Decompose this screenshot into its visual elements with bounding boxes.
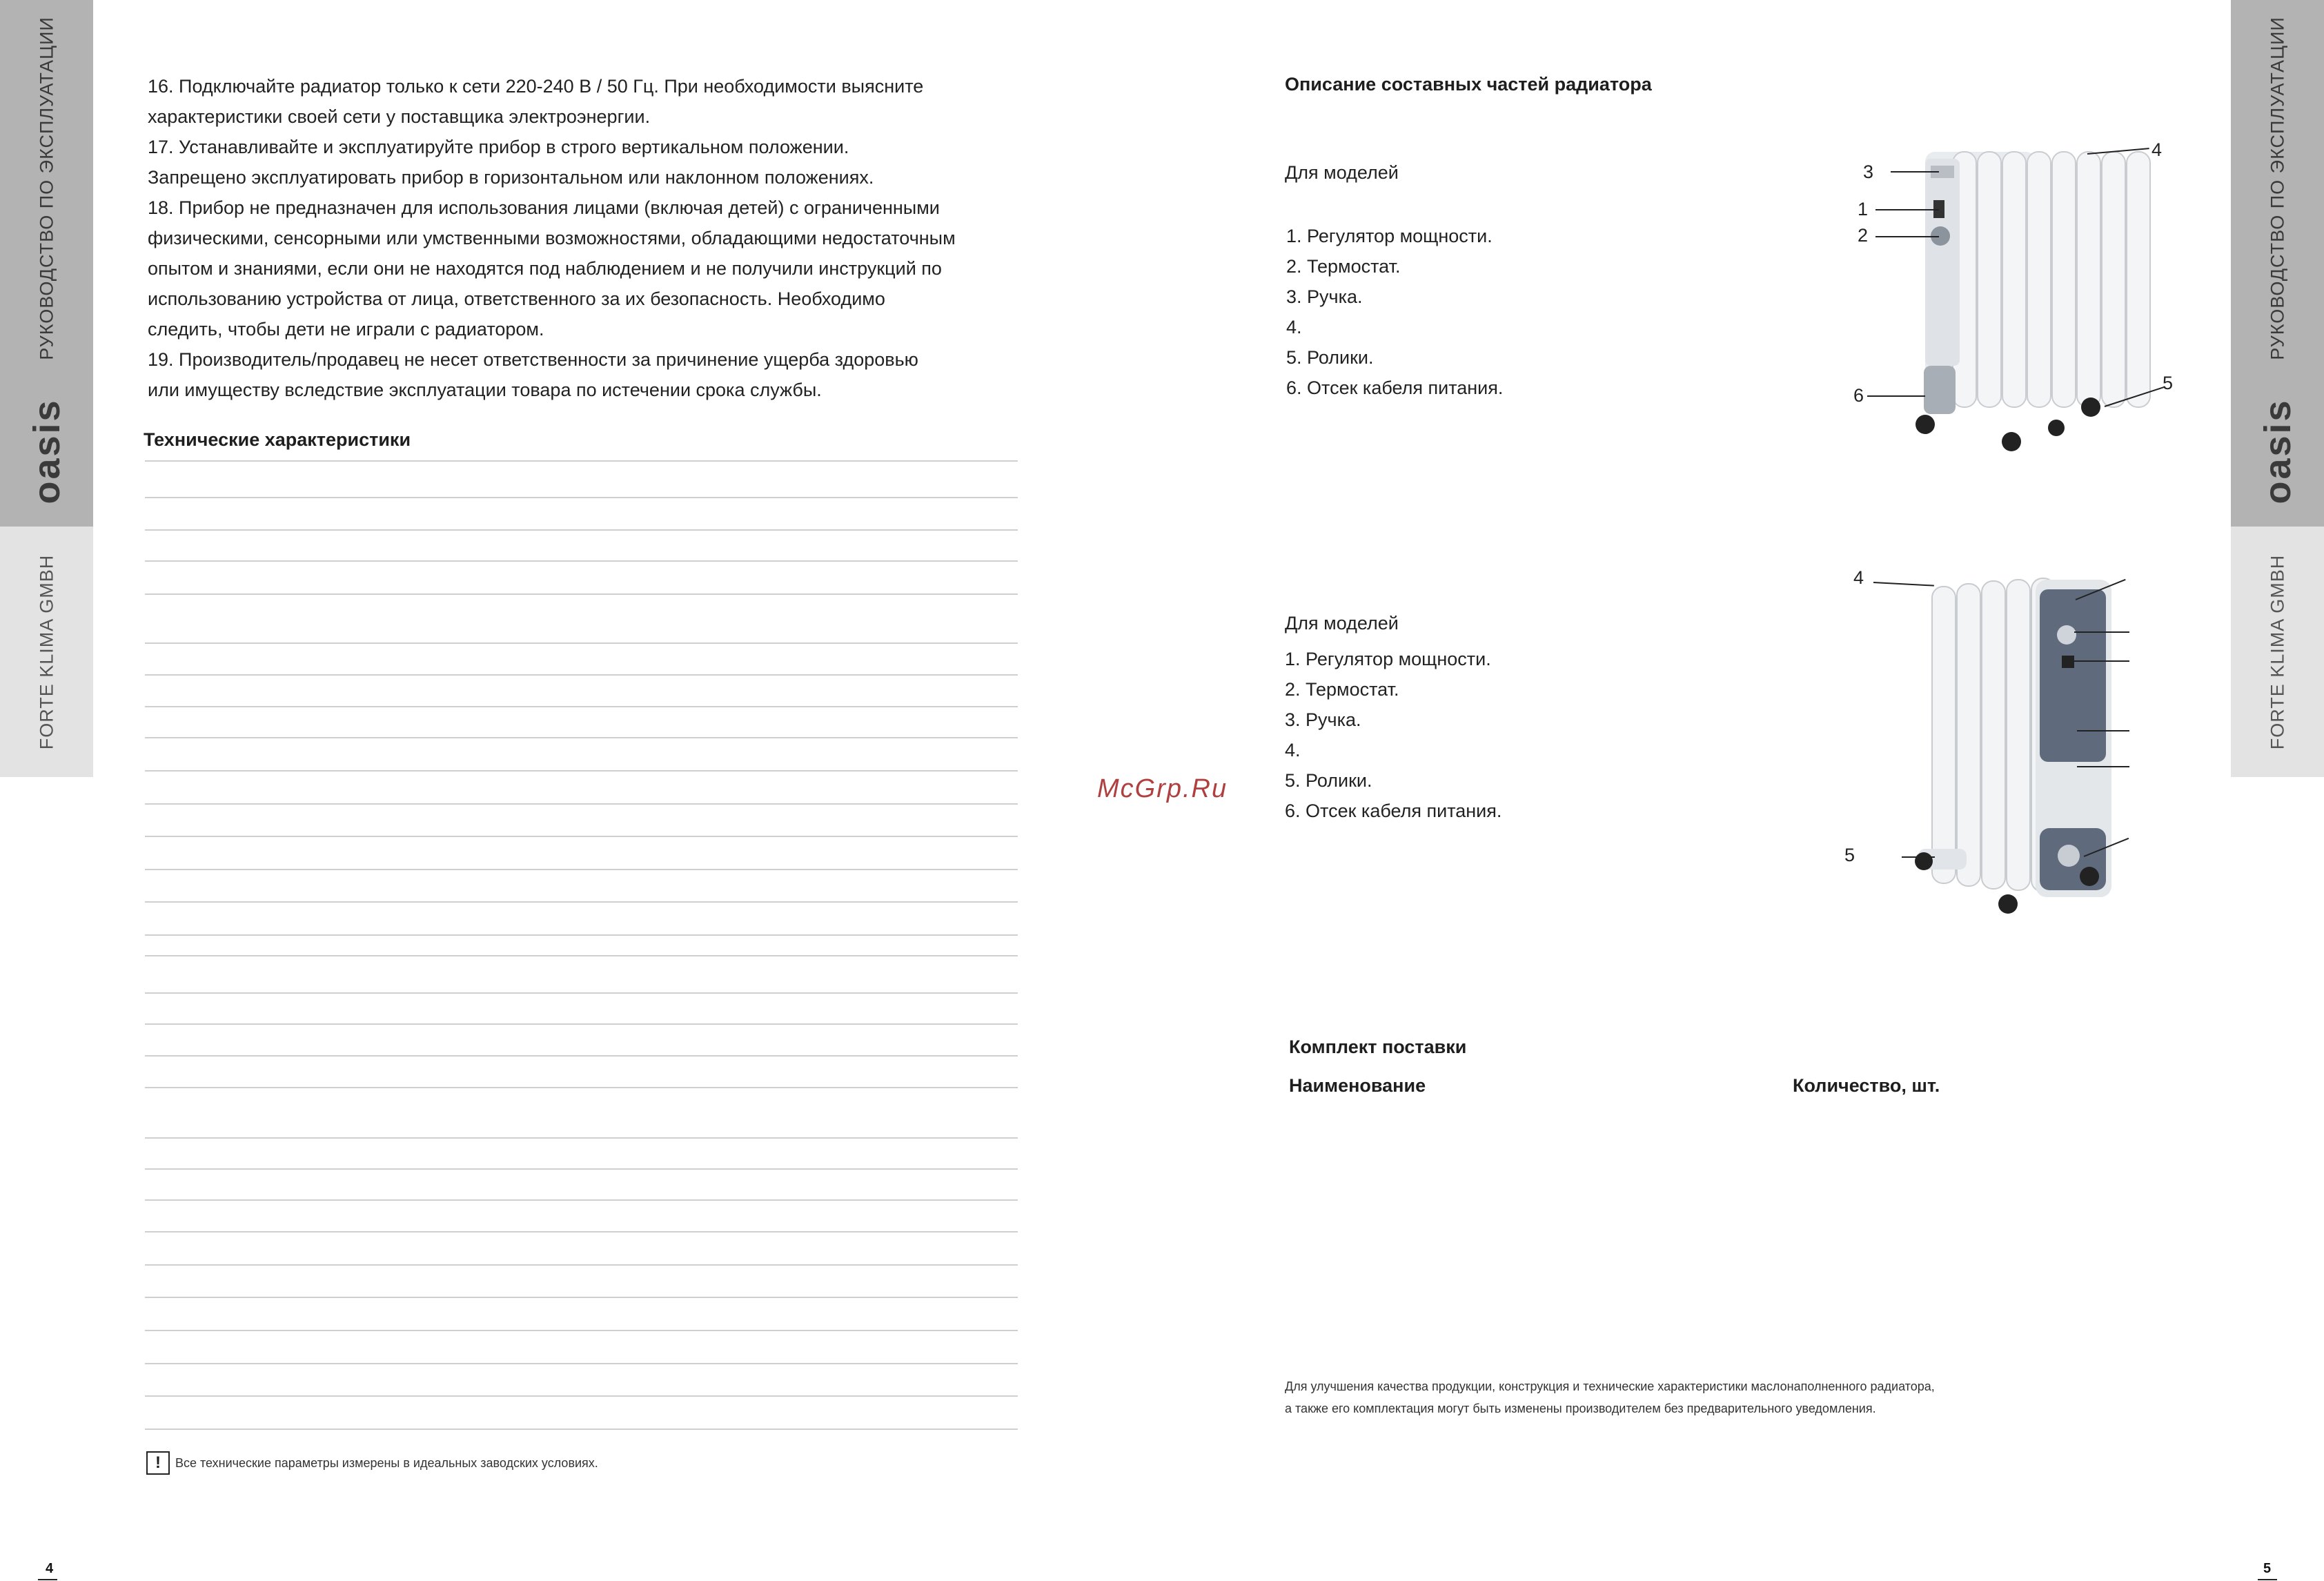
table-rule-line	[145, 1395, 1018, 1397]
table-rule-line	[145, 737, 1018, 738]
table-rule-line	[145, 593, 1018, 595]
column-qty-header: Количество, шт.	[1793, 1075, 1940, 1096]
callout-line	[1891, 171, 1939, 173]
part-item: 2. Термостат.	[1285, 679, 1399, 700]
paragraph-line: 18. Прибор не предназначен для использования лицами (включая детей) с ограниченными	[148, 197, 940, 218]
warning-icon: !	[146, 1451, 170, 1475]
paragraph-line: следить, чтобы дети не играли с радиатором.	[148, 319, 544, 340]
table-rule-line	[145, 1231, 1018, 1233]
parts-heading: Описание составных частей радиатора	[1285, 74, 1652, 95]
right-tab-manual	[2231, 0, 2324, 376]
table-rule-line	[145, 497, 1018, 498]
table-rule-line	[145, 1137, 1018, 1139]
table-rule-line	[145, 934, 1018, 936]
table-rule-line	[145, 1168, 1018, 1170]
table-rule-line	[145, 1330, 1018, 1331]
callout-line	[2077, 766, 2129, 767]
part-item: 3. Ручка.	[1285, 709, 1361, 730]
callout-number: 2	[1858, 225, 1869, 246]
page-number-right-underline	[2258, 1579, 2277, 1580]
table-rule-line	[145, 901, 1018, 903]
left-company-label: FORTE KLIMA GMBH	[36, 554, 57, 749]
radiator-a-illustration	[1849, 131, 2194, 462]
table-rule-line	[145, 674, 1018, 676]
part-item: 2. Термостат.	[1286, 256, 1401, 277]
watermark: McGrp.Ru	[1097, 774, 1228, 803]
paragraph-line: использованию устройства от лица, ответственного за их безопасность. Необходимо	[148, 288, 885, 309]
left-tab-company	[0, 527, 93, 777]
left-tab-manual	[0, 0, 93, 376]
part-item: 5. Ролики.	[1286, 347, 1374, 368]
delivery-heading: Комплект поставки	[1289, 1037, 1467, 1057]
page-number-left-underline	[38, 1579, 57, 1580]
part-item: 5. Ролики.	[1285, 770, 1372, 791]
paragraph-line: физическими, сенсорными или умственными возможностями, обладающими недостаточным	[148, 228, 956, 248]
page-number-left: 4	[46, 1561, 54, 1576]
radiator-b-illustration	[1891, 573, 2153, 932]
safety-instructions	[148, 71, 1045, 405]
callout-line	[1902, 856, 1935, 858]
callout-number: 5	[1844, 845, 1855, 865]
table-rule-line	[145, 560, 1018, 562]
table-rule-line	[145, 836, 1018, 837]
left-manual-label: РУКОВОДСТВО ПО ЭКСПЛУАТАЦИИ	[36, 16, 57, 360]
left-tab-brand	[0, 376, 93, 527]
part-item: 6. Отсек кабеля питания.	[1286, 377, 1504, 398]
footer-note-line: а также его комплектация могут быть изменены производителем без предварительного уведомления.	[1285, 1402, 1876, 1415]
table-rule-line	[145, 1297, 1018, 1298]
callout-line	[2077, 730, 2129, 731]
model-b-label: Для моделей	[1285, 613, 1399, 634]
part-item: 6. Отсек кабеля питания.	[1285, 801, 1502, 821]
callout-number: 4	[2151, 139, 2163, 160]
part-item: 1. Регулятор мощности.	[1286, 226, 1493, 246]
part-item: 3. Ручка.	[1286, 286, 1363, 307]
table-rule-line	[145, 1199, 1018, 1201]
table-rule-line	[145, 770, 1018, 772]
right-manual-label: РУКОВОДСТВО ПО ЭКСПЛУАТАЦИИ	[2267, 16, 2287, 360]
callout-number: 6	[1853, 385, 1864, 406]
table-rule-line	[145, 992, 1018, 994]
table-rule-line	[145, 706, 1018, 707]
right-company-label: FORTE KLIMA GMBH	[2267, 554, 2287, 749]
callout-line	[2074, 660, 2129, 662]
paragraph-line: опытом и знаниями, если они не находятся под наблюдением и не получили инструкций по	[148, 258, 942, 279]
table-rule-line	[145, 460, 1018, 462]
model-a-label: Для моделей	[1285, 162, 1399, 183]
paragraph-line: 16. Подключайте радиатор только к сети 220-240 В / 50 Гц. При необходимости выясните	[148, 76, 924, 97]
left-brand-logo: oasis	[26, 398, 68, 504]
table-rule-line	[145, 803, 1018, 805]
part-item: 1. Регулятор мощности.	[1285, 649, 1491, 669]
callout-line	[2074, 631, 2129, 633]
table-rule-line	[145, 1055, 1018, 1057]
right-tab-company	[2231, 527, 2324, 777]
page-number-right: 5	[2263, 1561, 2272, 1576]
right-tab-brand	[2231, 376, 2324, 527]
part-item: 4.	[1285, 740, 1301, 760]
callout-number: 1	[1858, 199, 1869, 219]
paragraph-line: Запрещено эксплуатировать прибор в горизонтальном или наклонном положениях.	[148, 167, 874, 188]
callout-line	[1875, 236, 1939, 237]
paragraph-line: характеристики своей сети у поставщика электроэнергии.	[148, 106, 651, 127]
table-rule-line	[145, 1428, 1018, 1430]
right-brand-logo: oasis	[2256, 398, 2298, 504]
callout-number: 4	[1853, 567, 1864, 588]
column-name-header: Наименование	[1289, 1075, 1426, 1096]
table-rule-line	[145, 955, 1018, 956]
part-item: 4.	[1286, 317, 1302, 337]
note	[146, 1451, 598, 1475]
callout-line	[1875, 209, 1939, 210]
model-a-parts-list	[1286, 221, 1503, 403]
table-rule-line	[145, 1087, 1018, 1088]
table-rule-line	[145, 642, 1018, 644]
paragraph-line: или имуществу вследствие эксплуатации товара по истечении срока службы.	[148, 380, 822, 400]
paragraph-line: 19. Производитель/продавец не несет ответственности за причинение ущерба здоровью	[148, 349, 918, 370]
table-rule-line	[145, 1264, 1018, 1266]
callout-number: 5	[2163, 373, 2174, 393]
table-rule-line	[145, 1363, 1018, 1364]
model-b-parts-list	[1285, 644, 1501, 826]
footer-note-line: Для улучшения качества продукции, конструкция и технические характеристики маслонаполненного радиатора,	[1285, 1379, 1935, 1393]
footer-note	[1285, 1375, 1935, 1420]
table-rule-line	[145, 1023, 1018, 1025]
callout-line	[1867, 395, 1925, 397]
table-rule-line	[145, 529, 1018, 531]
specs-heading: Технические характеристики	[144, 429, 411, 450]
paragraph-line: 17. Устанавливайте и эксплуатируйте прибор в строго вертикальном положении.	[148, 137, 849, 157]
table-rule-line	[145, 869, 1018, 870]
note-text: Все технические параметры измерены в идеальных заводских условиях.	[175, 1456, 598, 1470]
callout-number: 3	[1863, 161, 1874, 182]
